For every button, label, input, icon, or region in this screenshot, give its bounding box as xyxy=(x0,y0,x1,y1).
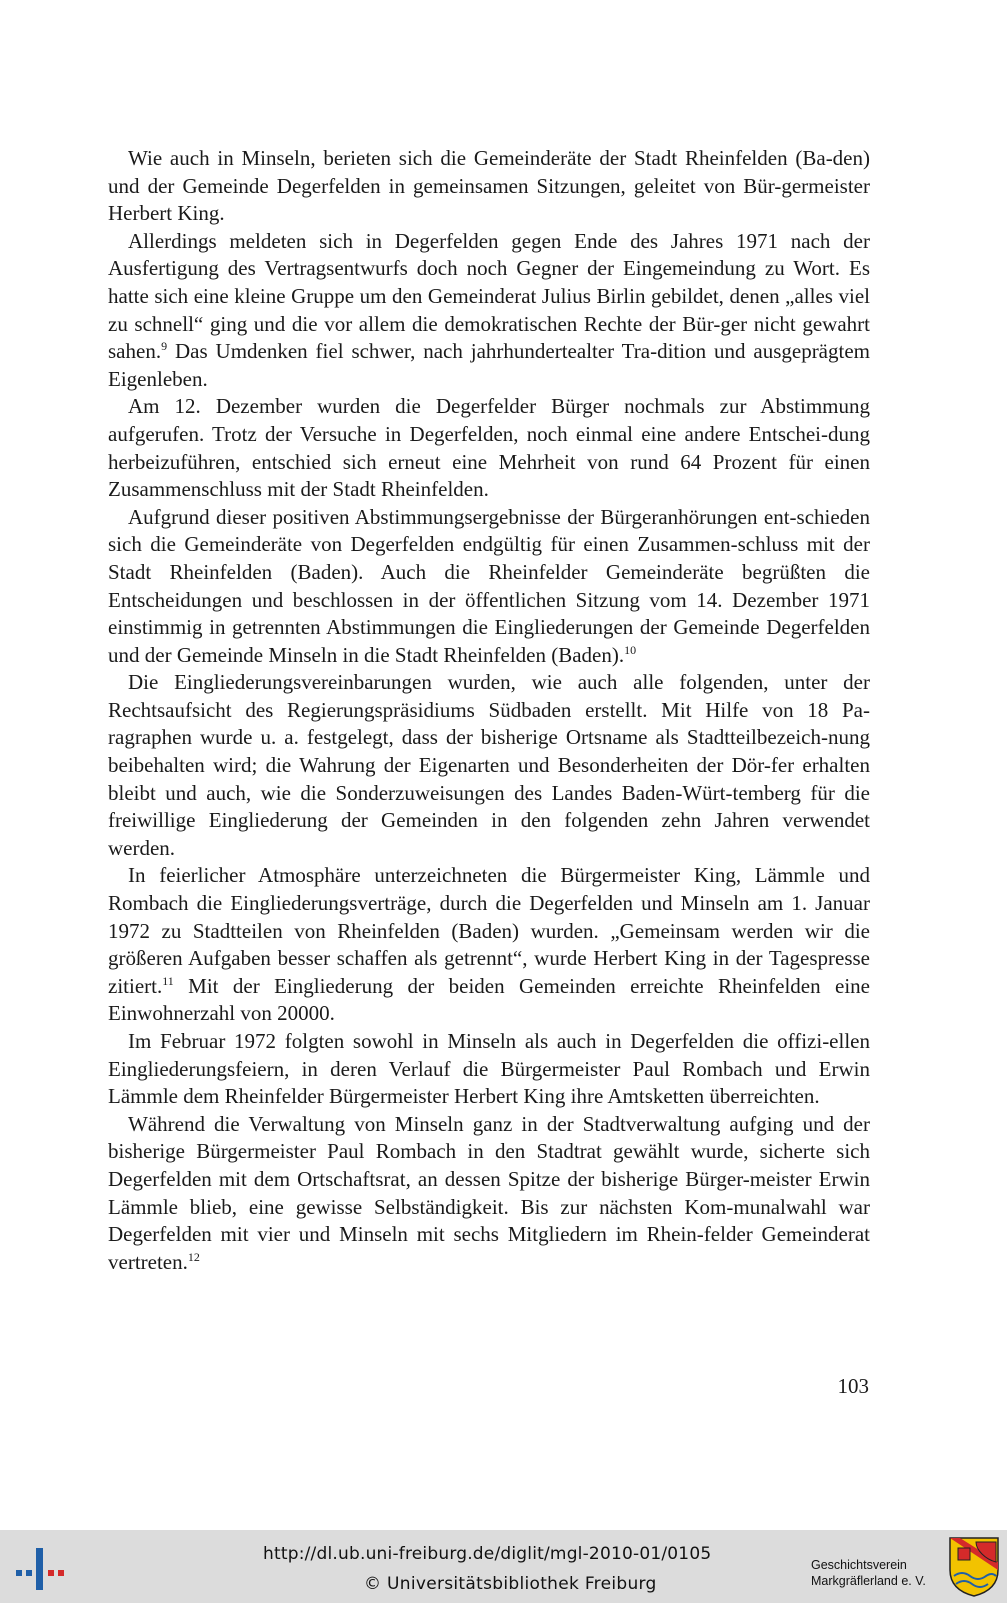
footnote-marker[interactable]: 10 xyxy=(624,642,637,657)
paragraph xyxy=(108,862,870,1028)
footnote-marker[interactable]: 9 xyxy=(161,339,168,354)
paragraph-text: Mit der Eingliederung der beiden Gemeinden erreichte Rheinfelden eine Einwohnerzahl von 20000. xyxy=(108,973,870,1026)
paragraph xyxy=(108,145,870,228)
ub-freiburg-logo-icon[interactable] xyxy=(14,1540,66,1596)
document-body xyxy=(108,145,870,1276)
footnote-marker[interactable]: 11 xyxy=(162,973,174,988)
coat-of-arms-icon[interactable] xyxy=(948,1536,1000,1598)
paragraph-text: Wie auch in Minseln, berieten sich die Gemeinderäte der Stadt Rheinfelden (Ba-den) und der Gemeinde Degerfelden in gemeinsamen Sitzungen, geleitet von Bür-germeister Herbert King. xyxy=(108,146,870,226)
paragraph xyxy=(108,504,870,670)
page-number: 103 xyxy=(837,1374,869,1398)
paragraph xyxy=(108,1028,870,1111)
paragraph-text: Aufgrund dieser positiven Abstimmungsergebnisse der Bürgeranhörungen ent-schieden sich die Gemeinderäte von Degerfelden endgültig für einen Zusammen-schluss mit der Stadt Rheinfelden (Baden). Auch die Rheinfelder Gemeinderäte begrüßten die Entscheidungen und beschlossen in der öffentlichen Sitzung vom 14. Dezember 1971 einstimmig in getrennten Abstimmungen die Eingliederungen der Gemeinde Degerfelden und der Gemeinde Minseln in die Stadt Rheinfelden (Baden). xyxy=(108,504,870,667)
copyright-text: © Universitätsbibliothek Freiburg xyxy=(364,1574,657,1594)
society-name-line: Markgräflerland e. V. xyxy=(811,1574,926,1588)
paragraph-text: Während die Verwaltung von Minseln ganz in der Stadtverwaltung aufging und der bisherige Bürgermeister Paul Rombach in den Stadtrat gewählt wurde, sicherte sich Degerfelden mit dem Ortschaftsrat, an dessen Spitze der bisherige Bürger-meister Erwin Lämmle blieb, eine gewisse Selbständigkeit. Bis zur nächsten Kom-munalwahl war Degerfelden mit vier und Minseln mit sechs Mitgliedern im Rhein-felder Gemeinderat vertreten. xyxy=(108,1111,870,1274)
paragraph-text: In feierlicher Atmosphäre unterzeichneten die Bürgermeister King, Lämmle und Rombach die Eingliederungsverträge, durch die Degerfelden und Minseln am 1. Januar 1972 zu Stadtteilen von Rheinfelden (Baden) wurden. „Gemeinsam werden wir die größeren Aufgaben besser schaffen als getrennt“, wurde Herbert King in der Tagespresse zitiert. xyxy=(108,863,870,998)
footer-bar xyxy=(0,1530,1007,1603)
society-name-line: Geschichtsverein xyxy=(811,1558,907,1572)
paragraph xyxy=(108,669,870,862)
paragraph-text: Die Eingliederungsvereinbarungen wurden, wie auch alle folgenden, unter der Rechtsaufsicht des Regierungspräsidiums Südbaden erstellt. Mit Hilfe von 18 Pa-ragraphen wurde u. a. festgelegt, dass der bisherige Ortsname als Stadtteilbezeich-nung beibehalten wird; die Wahrung der Eigenarten und Besonderheiten der Dör-fer erhalten bleibt und auch, wie die Sonderzuweisungen des Landes Baden-Würt-temberg für die freiwillige Eingliederung der Gemeinden in den folgenden zehn Jahren verwendet werden. xyxy=(108,670,870,860)
paragraph-text: Am 12. Dezember wurden die Degerfelder Bürger nochmals zur Abstimmung aufgerufen. Trotz der Versuche in Degerfelden, noch einmal eine andere Entschei-dung herbeizuführen, entschied sich erneut eine Mehrheit von rund 64 Prozent für einen Zusammenschluss mit der Stadt Rheinfelden. xyxy=(108,394,870,502)
society-name xyxy=(811,1557,951,1589)
paragraph xyxy=(108,393,870,503)
paragraph-text: Im Februar 1972 folgten sowohl in Minseln als auch in Degerfelden die offizi-ellen Eingliederungsfeiern, in deren Verlauf die Bürgermeister Paul Rombach und Erwin Lämmle dem Rheinfelder Bürgermeister Herbert King ihre Amtsketten überreichten. xyxy=(108,1029,870,1109)
paragraph-text: Allerdings meldeten sich in Degerfelden gegen Ende des Jahres 1971 nach der Ausfertigung des Vertragsentwurfs doch noch Gegner der Eingemeindung zu Wort. Es hatte sich eine kleine Gruppe um den Gemeinderat Julius Birlin gebildet, denen „alles viel zu schnell“ ging und die vor allem die demokratischen Rechte der Bür-ger nicht gewahrt sahen. xyxy=(108,228,870,364)
paragraph-text: Das Umdenken fiel schwer, nach jahrhundertealter Tra-dition und ausgeprägtem Eigenleben. xyxy=(108,339,870,391)
paragraph xyxy=(108,1111,870,1277)
footnote-marker[interactable]: 12 xyxy=(187,1249,200,1264)
paragraph xyxy=(108,228,870,394)
source-url-link[interactable]: http://dl.ub.uni-freiburg.de/diglit/mgl-2010-01/0105 xyxy=(263,1544,712,1564)
